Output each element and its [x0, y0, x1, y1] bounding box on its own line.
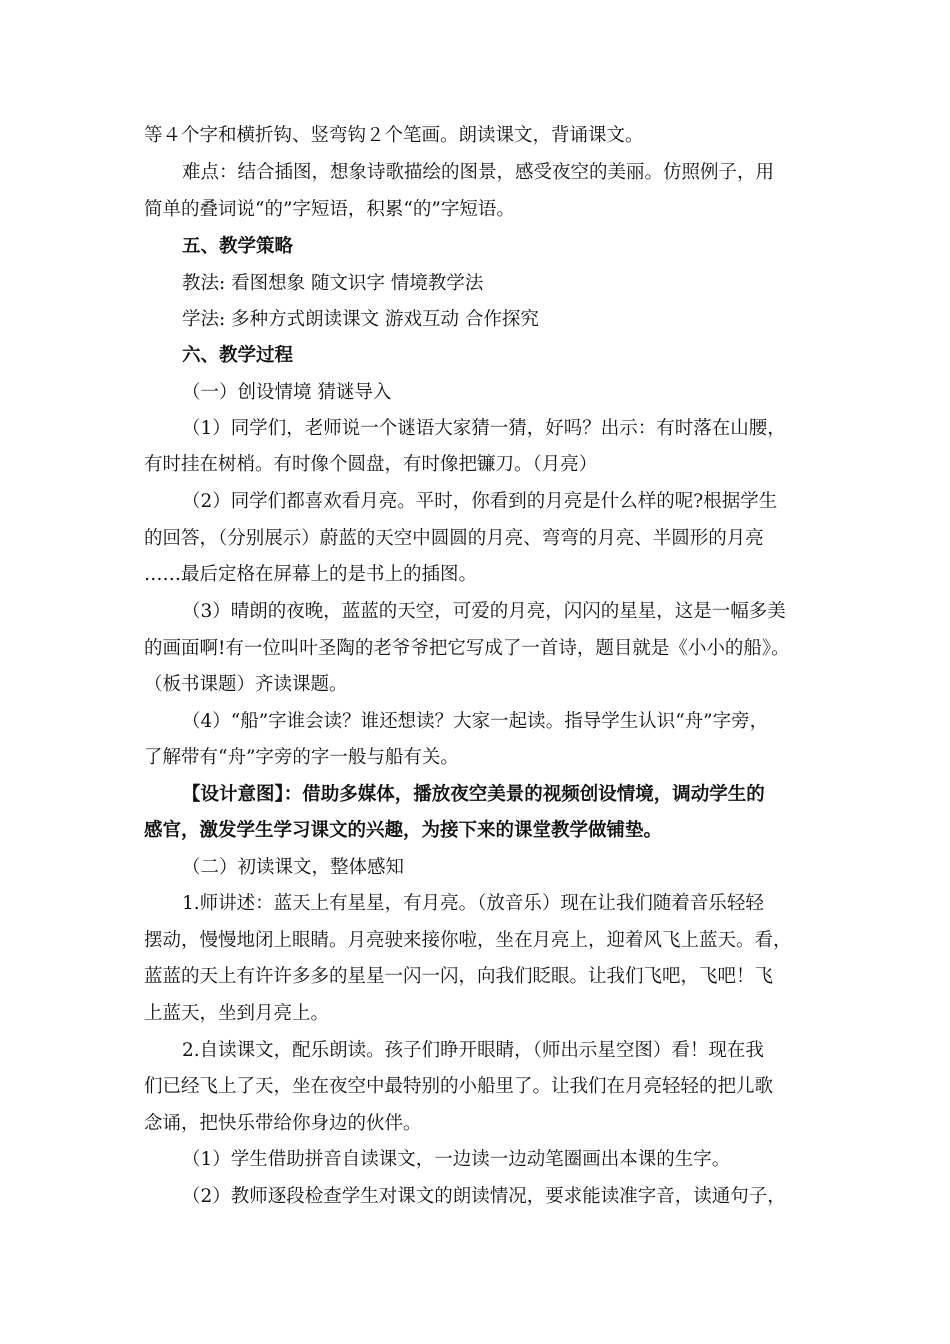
section-heading: 五、教学策略	[182, 236, 294, 257]
body-text-line: 1.师讲述：蓝天上有星星，有月亮。（放音乐）现在让我们随着音乐轻轻	[182, 893, 764, 914]
body-text-line: （1）学生借助拼音自读课文，一边读一边动笔圈画出本课的生字。	[182, 1149, 731, 1170]
body-text-line: 等４个字和横折钩、竖弯钩２个笔画。朗读课文，背诵课文。	[144, 125, 644, 146]
body-text-line: （2）教师逐段检查学生对课文的朗读情况，要求能读准字音，读通句子，	[182, 1186, 786, 1207]
body-text-line: 们已经飞上了天，坐在夜空中最特别的小船里了。让我们在月亮轻轻的把儿歌	[144, 1076, 774, 1097]
body-text-line: ……最后定格在屏幕上的是书上的插图。	[144, 564, 478, 585]
body-text-line: 摆动，慢慢地闭上眼睛。月亮驶来接你啦，坐在月亮上，迎着风飞上蓝天。看，	[144, 930, 792, 951]
subsection-heading: （二）初读课文，整体感知	[182, 857, 405, 878]
body-text-line: 念诵，把快乐带给你身边的伙伴。	[144, 1113, 422, 1134]
body-text-line: 有时挂在树梢。有时像个圆盘，有时像把镰刀。（月亮）	[144, 454, 598, 475]
body-text-line: 学法: 多种方式朗读课文 游戏互动 合作探究	[182, 309, 539, 330]
body-text-line: 的画面啊!有一位叫叶圣陶的老爷爷把它写成了一首诗，题目就是《小小的船》。	[144, 638, 790, 659]
body-text-line: 上蓝天，坐到月亮上。	[144, 1003, 330, 1024]
body-text-line: 了解带有“舟”字旁的字一般与船有关。	[144, 747, 459, 768]
body-text-line: （1）同学们，老师说一个谜语大家猜一猜，好吗？出示：有时落在山腰，	[182, 418, 786, 439]
design-intent-note: 【设计意图】：借助多媒体，播放夜空美景的视频创设情境，调动学生的	[182, 784, 765, 805]
body-text-line: （3）晴朗的夜晚，蓝蓝的天空，可爱的月亮，闪闪的星星，这是一幅多美	[182, 601, 786, 622]
design-intent-note: 感官，激发学生学习课文的兴趣，为接下来的课堂教学做铺垫。	[144, 820, 663, 841]
body-text-line: （2）同学们都喜欢看月亮。平时，你看到的月亮是什么样的呢?根据学生	[182, 491, 778, 512]
section-heading: 六、教学过程	[182, 345, 294, 366]
subsection-heading: （一）创设情境 猜谜导入	[182, 382, 392, 403]
body-text-line: 的回答，（分别展示）蔚蓝的天空中圆圆的月亮、弯弯的月亮、半圆形的月亮	[144, 528, 764, 549]
body-text-line: 教法: 看图想象 随文识字 情境教学法	[182, 273, 484, 294]
body-text-line: 2.自读课文，配乐朗读。孩子们睁开眼睛，（师出示星空图）看！现在我	[182, 1040, 764, 1061]
body-text-line: 难点：结合插图，想象诗歌描绘的图景，感受夜空的美丽。仿照例子，用	[182, 162, 775, 183]
body-text-line: （4）“船”字谁会读？谁还想读？大家一起读。指导学生认识“舟”字旁，	[182, 711, 769, 732]
body-text-line: 简单的叠词说“的”字短语，积累“的”字短语。	[144, 199, 515, 220]
body-text-line: 蓝蓝的天上有许许多多的星星一闪一闪，向我们眨眼。让我们飞吧，飞吧！飞	[144, 966, 774, 987]
body-text-line: （板书课题）齐读课题。	[144, 674, 348, 695]
